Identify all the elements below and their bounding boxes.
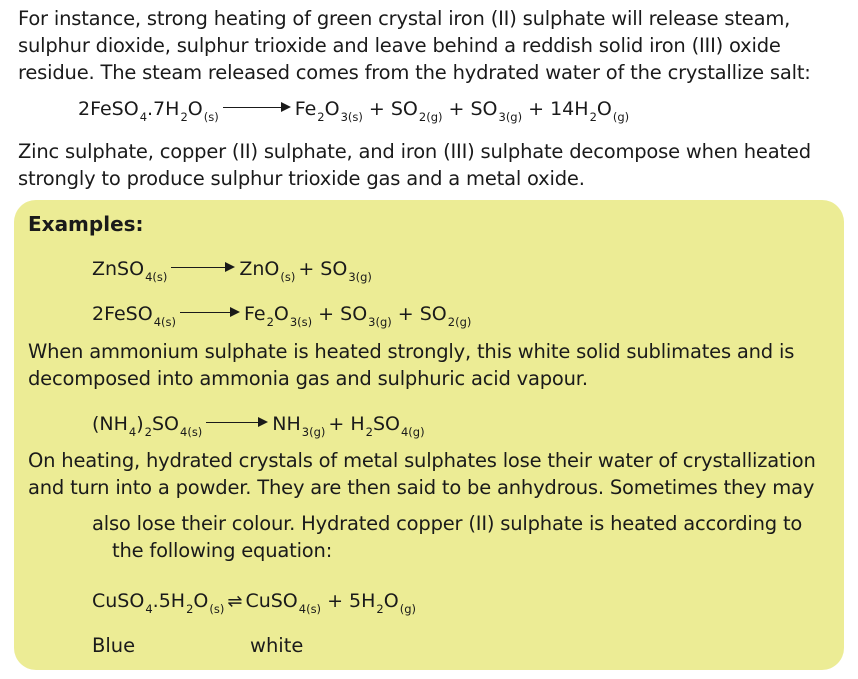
subscript: 2 xyxy=(180,110,188,124)
subscript: 3(g) xyxy=(498,110,523,124)
subscript: 3(g) xyxy=(348,270,372,284)
subscript: 2 xyxy=(376,602,384,616)
equation-copper-sulphate xyxy=(92,590,416,616)
text-line: Zinc sulphate, copper (II) sulphate, and iron (III) sulphate decompose when heated xyxy=(18,140,811,163)
subscript: 4 xyxy=(145,602,153,616)
examples-title: Examples: xyxy=(28,212,144,236)
formula-text: Fe xyxy=(294,98,317,120)
text-line: When ammonium sulphate is heated strongly, this white solid sublimates and is xyxy=(28,340,795,363)
subscript: 2(g) xyxy=(447,315,472,329)
text-line: decomposed into ammonia gas and sulphuric acid vapour. xyxy=(28,367,588,390)
paragraph-intro xyxy=(18,5,811,86)
subscript: 4(s) xyxy=(145,270,168,284)
subscript: 2 xyxy=(144,425,152,439)
formula-text: CuSO xyxy=(245,590,298,612)
equation-ammonium-sulphate xyxy=(92,413,425,439)
label-blue: Blue xyxy=(92,634,136,657)
formula-text: O xyxy=(324,98,340,120)
text-line: On heating, hydrated crystals of metal sulphates lose their water of crystallization xyxy=(28,449,816,472)
formula-text: O xyxy=(193,590,209,612)
text-line: and turn into a powder. They are then said to be anhydrous. Sometimes they may xyxy=(28,476,815,499)
reaction-arrow-icon xyxy=(180,306,240,320)
subscript: 4 xyxy=(139,110,148,124)
subscript: (s) xyxy=(209,602,225,616)
text-line: residue. The steam released comes from the hydrated water of the crystallize salt: xyxy=(18,61,811,84)
equation-iron-sulphate xyxy=(92,303,472,329)
subscript: 2(g) xyxy=(418,110,443,124)
subscript: 2 xyxy=(266,315,274,329)
subscript: 3(g) xyxy=(368,315,392,329)
text-line: For instance, strong heating of green crystal iron (II) sulphate will release steam, xyxy=(18,7,791,30)
equilibrium-arrow-icon: ⇌ xyxy=(227,591,243,612)
formula-text: SO xyxy=(372,413,400,435)
reaction-arrow-icon xyxy=(171,261,235,275)
paragraph-copper xyxy=(92,510,802,564)
subscript: 4(s) xyxy=(153,315,176,329)
paragraph-ammonium xyxy=(28,338,794,392)
formula-text: + 14H xyxy=(522,98,589,120)
paragraph-decompose xyxy=(18,138,811,192)
subscript: (s) xyxy=(280,270,296,284)
subscript: 3(s) xyxy=(289,315,313,329)
formula-text: + SO xyxy=(442,98,498,120)
formula-text: CuSO xyxy=(92,590,145,612)
formula-text: 2FeSO xyxy=(78,98,139,120)
formula-text: O xyxy=(596,98,612,120)
formula-text: (NH xyxy=(92,413,128,435)
formula-text: + SO xyxy=(362,98,418,120)
subscript: (g) xyxy=(399,602,416,616)
formula-text: O xyxy=(383,590,399,612)
subscript: 3(s) xyxy=(340,110,363,124)
subscript: 4(s) xyxy=(298,602,322,616)
formula-text: ZnO xyxy=(239,258,280,280)
equation-iron-ii-sulphate xyxy=(78,98,630,124)
text-line: sulphur dioxide, sulphur trioxide and leave behind a reddish solid iron (III) oxide xyxy=(18,34,781,57)
text-line: strongly to produce sulphur trioxide gas and a metal oxide. xyxy=(18,167,585,190)
subscript: (s) xyxy=(203,110,219,124)
formula-text: + SO xyxy=(298,258,348,280)
reaction-arrow-icon xyxy=(223,101,291,115)
subscript: 4(s) xyxy=(180,425,203,439)
subscript: 2 xyxy=(365,425,373,439)
equation-zinc-sulphate xyxy=(92,258,372,284)
formula-text: Fe xyxy=(243,303,266,325)
text-line: the following equation: xyxy=(112,539,333,562)
text-line: also lose their colour. Hydrated copper (II) sulphate is heated according to xyxy=(92,512,803,535)
subscript: 2 xyxy=(589,110,597,124)
formula-text: + SO xyxy=(312,303,368,325)
formula-text: + SO xyxy=(391,303,447,325)
formula-text: 2FeSO xyxy=(92,303,153,325)
subscript: 2 xyxy=(186,602,194,616)
formula-text: + H xyxy=(328,413,365,435)
subscript: 4 xyxy=(128,425,137,439)
subscript: 3(g) xyxy=(301,425,326,439)
formula-text: .5H xyxy=(152,590,186,612)
formula-text: NH xyxy=(272,413,301,435)
formula-text: O xyxy=(187,98,203,120)
reaction-arrow-icon xyxy=(206,416,268,430)
formula-text: SO xyxy=(152,413,180,435)
formula-text: ) xyxy=(136,413,144,435)
subscript: (g) xyxy=(612,110,630,124)
subscript: 2 xyxy=(317,110,325,124)
subscript: 4(g) xyxy=(400,425,425,439)
formula-text: .7H xyxy=(147,98,180,120)
formula-text: O xyxy=(273,303,289,325)
label-white: white xyxy=(250,634,304,657)
formula-text: + 5H xyxy=(321,590,376,612)
formula-text: ZnSO xyxy=(92,258,145,280)
paragraph-hydrated xyxy=(28,447,816,501)
